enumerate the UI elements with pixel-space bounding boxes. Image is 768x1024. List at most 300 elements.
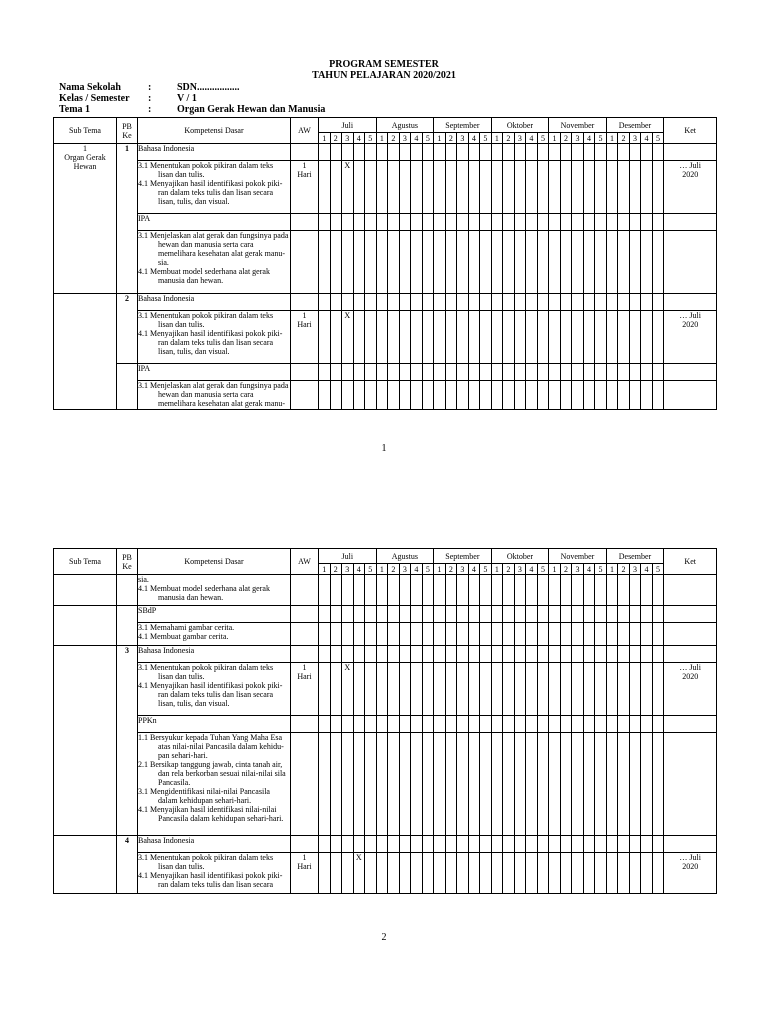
week-number: 5 <box>422 133 434 144</box>
ket-cell <box>664 836 717 853</box>
schedule-cell <box>618 214 630 231</box>
schedule-cell <box>514 311 526 364</box>
table-row <box>54 575 717 606</box>
schedule-cell <box>422 623 434 646</box>
schedule-cell <box>365 381 377 410</box>
info-value: V / 1 <box>177 93 197 104</box>
schedule-cell <box>422 853 434 894</box>
schedule-cell <box>330 733 342 836</box>
schedule-cell <box>549 575 561 606</box>
col-ket-header: Ket <box>664 549 717 575</box>
schedule-cell <box>434 214 446 231</box>
schedule-cell <box>549 294 561 311</box>
schedule-cell <box>411 623 423 646</box>
schedule-cell <box>468 214 480 231</box>
schedule-cell <box>595 161 607 214</box>
schedule-cell <box>595 733 607 836</box>
schedule-cell <box>503 161 515 214</box>
schedule-cell <box>606 294 618 311</box>
schedule-cell <box>629 836 641 853</box>
schedule-cell <box>618 231 630 294</box>
kd-item: 1.1 Bersyukur kepada Tuhan Yang Maha Esa atas nilai-nilai Pancasila dalam kehidu-pan sehari-hari. <box>138 733 284 760</box>
week-number: 3 <box>457 133 469 144</box>
schedule-cell <box>342 853 354 894</box>
schedule-mark: X <box>342 663 354 716</box>
schedule-cell <box>560 364 572 381</box>
table-row <box>54 623 717 646</box>
schedule-cell <box>365 663 377 716</box>
schedule-cell <box>457 623 469 646</box>
schedule-cell <box>618 311 630 364</box>
week-number: 3 <box>399 133 411 144</box>
schedule-cell <box>514 231 526 294</box>
schedule-cell <box>572 575 584 606</box>
schedule-cell <box>457 364 469 381</box>
schedule-cell <box>330 214 342 231</box>
schedule-cell <box>342 646 354 663</box>
schedule-cell <box>411 161 423 214</box>
schedule-cell <box>376 663 388 716</box>
schedule-cell <box>629 623 641 646</box>
week-number: 4 <box>353 564 365 575</box>
schedule-cell <box>399 663 411 716</box>
schedule-cell <box>457 294 469 311</box>
schedule-cell <box>434 161 446 214</box>
schedule-cell <box>641 575 653 606</box>
schedule-cell <box>388 853 400 894</box>
col-pb-header: PB Ke <box>117 118 138 144</box>
schedule-cell <box>365 606 377 623</box>
schedule-cell <box>319 364 331 381</box>
info-value: SDN................. <box>177 82 240 93</box>
schedule-cell <box>376 646 388 663</box>
schedule-cell <box>365 144 377 161</box>
ket-cell <box>664 144 717 161</box>
schedule-cell <box>618 663 630 716</box>
schedule-cell <box>595 606 607 623</box>
schedule-cell <box>503 606 515 623</box>
schedule-cell <box>434 311 446 364</box>
schedule-cell <box>549 606 561 623</box>
schedule-cell <box>411 364 423 381</box>
schedule-cell <box>606 311 618 364</box>
schedule-cell <box>468 575 480 606</box>
week-number: 4 <box>641 133 653 144</box>
ket-cell <box>664 716 717 733</box>
schedule-cell <box>549 716 561 733</box>
schedule-cell <box>560 733 572 836</box>
schedule-cell <box>595 716 607 733</box>
schedule-cell <box>549 231 561 294</box>
schedule-cell <box>583 836 595 853</box>
week-number: 3 <box>342 564 354 575</box>
schedule-cell <box>319 623 331 646</box>
schedule-cell <box>457 214 469 231</box>
schedule-cell <box>353 214 365 231</box>
aw-cell: 1 Hari <box>291 161 319 214</box>
schedule-cell <box>641 623 653 646</box>
schedule-cell <box>353 575 365 606</box>
schedule-cell <box>491 623 503 646</box>
schedule-cell <box>434 231 446 294</box>
schedule-cell <box>618 716 630 733</box>
schedule-cell <box>330 623 342 646</box>
schedule-cell <box>572 716 584 733</box>
kd-cell <box>138 575 291 606</box>
schedule-cell <box>353 733 365 836</box>
schedule-cell <box>560 144 572 161</box>
schedule-cell <box>595 231 607 294</box>
week-number: 5 <box>595 564 607 575</box>
schedule-cell <box>583 623 595 646</box>
kd-item: 4.1 Menyajikan hasil identifikasi pokok piki-ran dalam teks tulis dan lisan secara <box>138 871 283 889</box>
schedule-cell <box>560 606 572 623</box>
schedule-cell <box>376 364 388 381</box>
schedule-cell <box>549 646 561 663</box>
schedule-cell <box>549 311 561 364</box>
schedule-cell <box>399 646 411 663</box>
schedule-cell <box>514 716 526 733</box>
schedule-cell <box>480 381 492 410</box>
week-number: 1 <box>549 564 561 575</box>
schedule-cell <box>641 294 653 311</box>
schedule-cell <box>641 606 653 623</box>
aw-cell <box>291 381 319 410</box>
kd-cell <box>138 311 291 364</box>
schedule-cell <box>319 214 331 231</box>
schedule-cell <box>503 853 515 894</box>
schedule-cell <box>468 623 480 646</box>
schedule-cell <box>491 716 503 733</box>
schedule-cell <box>537 161 549 214</box>
schedule-cell <box>399 836 411 853</box>
aw-cell: 1 Hari <box>291 663 319 716</box>
schedule-cell <box>330 646 342 663</box>
week-number: 1 <box>319 133 331 144</box>
col-aw-header: AW <box>291 118 319 144</box>
schedule-cell <box>319 311 331 364</box>
doc-title: PROGRAM SEMESTER <box>329 59 439 70</box>
subject-label: Bahasa Indonesia <box>138 836 291 853</box>
schedule-cell <box>480 311 492 364</box>
ket-cell <box>664 294 717 311</box>
month-header: Desember <box>606 549 664 564</box>
kd-item: 4.1 Menyajikan hasil identifikasi pokok piki-ran dalam teks tulis dan lisan secara lisan, tulis, dan visual. <box>138 179 283 206</box>
schedule-cell <box>399 161 411 214</box>
schedule-cell <box>652 836 664 853</box>
schedule-cell <box>572 733 584 836</box>
kd-cell <box>138 623 291 646</box>
schedule-cell <box>399 381 411 410</box>
pb-number: 3 <box>117 646 138 836</box>
week-number: 2 <box>445 133 457 144</box>
schedule-cell <box>319 161 331 214</box>
pb-cell <box>117 606 138 646</box>
schedule-cell <box>503 231 515 294</box>
schedule-cell <box>606 606 618 623</box>
schedule-cell <box>353 716 365 733</box>
week-number: 5 <box>537 133 549 144</box>
aw-cell <box>291 836 319 853</box>
ket-cell: … Juli 2020 <box>664 161 717 214</box>
schedule-cell <box>434 733 446 836</box>
week-number: 3 <box>399 564 411 575</box>
schedule-cell <box>399 623 411 646</box>
schedule-cell <box>641 144 653 161</box>
subtema-cell <box>54 575 117 606</box>
schedule-cell <box>537 853 549 894</box>
schedule-cell <box>652 663 664 716</box>
schedule-cell <box>422 836 434 853</box>
kd-item: sia. <box>138 575 149 584</box>
schedule-cell <box>319 231 331 294</box>
aw-cell <box>291 716 319 733</box>
schedule-cell <box>319 716 331 733</box>
page-number: 2 <box>381 932 387 943</box>
schedule-cell <box>537 311 549 364</box>
kd-item: 3.1 Menjelaskan alat gerak dan fungsinya pada hewan dan manusia serta cara memelihara kesehatan alat gerak manu- <box>138 381 289 408</box>
pb-cell <box>117 364 138 410</box>
schedule-cell <box>652 214 664 231</box>
schedule-cell <box>376 161 388 214</box>
schedule-cell <box>537 623 549 646</box>
schedule-cell <box>376 294 388 311</box>
schedule-cell <box>422 663 434 716</box>
schedule-cell <box>399 853 411 894</box>
kd-item: 3.1 Menentukan pokok pikiran dalam teks lisan dan tulis. <box>138 311 274 329</box>
kd-item: 3.1 Menjelaskan alat gerak dan fungsinya pada hewan dan manusia serta cara memelihara kesehatan alat gerak manu-sia. <box>138 231 289 267</box>
kd-item: 4.1 Membuat model sederhana alat gerak manusia dan hewan. <box>138 267 270 285</box>
schedule-cell <box>526 144 538 161</box>
month-header: Agustus <box>376 549 434 564</box>
schedule-cell <box>629 853 641 894</box>
week-number: 5 <box>365 133 377 144</box>
schedule-cell <box>641 836 653 853</box>
schedule-cell <box>549 663 561 716</box>
schedule-cell <box>376 606 388 623</box>
schedule-cell <box>422 231 434 294</box>
schedule-cell <box>526 575 538 606</box>
schedule-cell <box>411 606 423 623</box>
info-label: Kelas / Semester <box>59 93 130 104</box>
schedule-cell <box>480 716 492 733</box>
schedule-cell <box>388 606 400 623</box>
schedule-cell <box>537 606 549 623</box>
subject-label: Bahasa Indonesia <box>138 646 291 663</box>
kd-item: 3.1 Mengidentifikasi nilai-nilai Pancasila dalam kehidupan sehari-hari. <box>138 787 270 805</box>
schedule-cell <box>595 663 607 716</box>
schedule-cell <box>618 606 630 623</box>
schedule-cell <box>583 214 595 231</box>
table-row <box>54 733 717 836</box>
schedule-cell <box>365 836 377 853</box>
schedule-cell <box>514 575 526 606</box>
schedule-cell <box>330 663 342 716</box>
aw-cell <box>291 733 319 836</box>
ket-cell: … Juli 2020 <box>664 853 717 894</box>
schedule-cell <box>514 606 526 623</box>
schedule-cell <box>376 231 388 294</box>
week-number: 1 <box>376 133 388 144</box>
schedule-cell <box>583 575 595 606</box>
schedule-cell <box>503 144 515 161</box>
aw-cell <box>291 231 319 294</box>
schedule-cell <box>480 623 492 646</box>
week-number: 4 <box>583 564 595 575</box>
table-row <box>54 161 717 214</box>
schedule-cell <box>641 311 653 364</box>
schedule-cell <box>434 606 446 623</box>
schedule-cell <box>514 733 526 836</box>
schedule-cell <box>652 311 664 364</box>
kd-item: 4.1 Membuat gambar cerita. <box>138 632 229 641</box>
month-header: November <box>549 549 607 564</box>
schedule-cell <box>652 606 664 623</box>
schedule-cell <box>618 144 630 161</box>
schedule-cell <box>365 575 377 606</box>
schedule-cell <box>560 161 572 214</box>
schedule-cell <box>330 311 342 364</box>
schedule-cell <box>457 733 469 836</box>
schedule-cell <box>514 646 526 663</box>
schedule-cell <box>491 663 503 716</box>
schedule-cell <box>491 161 503 214</box>
schedule-cell <box>457 231 469 294</box>
schedule-cell <box>434 646 446 663</box>
schedule-cell <box>434 853 446 894</box>
schedule-cell <box>526 231 538 294</box>
ket-cell: … Juli 2020 <box>664 311 717 364</box>
schedule-cell <box>560 853 572 894</box>
schedule-cell <box>526 716 538 733</box>
schedule-cell <box>629 214 641 231</box>
aw-cell <box>291 623 319 646</box>
schedule-cell <box>560 311 572 364</box>
schedule-cell <box>445 623 457 646</box>
schedule-cell <box>629 733 641 836</box>
schedule-cell <box>353 836 365 853</box>
week-number: 2 <box>388 133 400 144</box>
schedule-cell <box>491 294 503 311</box>
schedule-cell <box>583 161 595 214</box>
schedule-cell <box>618 853 630 894</box>
schedule-cell <box>319 294 331 311</box>
aw-cell <box>291 646 319 663</box>
schedule-cell <box>445 575 457 606</box>
schedule-cell <box>491 381 503 410</box>
col-kd-header: Kompetensi Dasar <box>138 549 291 575</box>
schedule-cell <box>652 853 664 894</box>
schedule-cell <box>480 836 492 853</box>
schedule-cell <box>503 311 515 364</box>
schedule-cell <box>330 294 342 311</box>
schedule-cell <box>480 294 492 311</box>
schedule-cell <box>572 606 584 623</box>
schedule-cell <box>526 606 538 623</box>
schedule-cell <box>365 716 377 733</box>
schedule-cell <box>514 214 526 231</box>
schedule-cell <box>629 311 641 364</box>
schedule-cell <box>618 294 630 311</box>
schedule-cell <box>503 294 515 311</box>
schedule-cell <box>342 733 354 836</box>
week-number: 3 <box>629 133 641 144</box>
info-label: Tema 1 <box>59 104 91 115</box>
schedule-cell <box>514 144 526 161</box>
kd-item: 3.1 Menentukan pokok pikiran dalam teks lisan dan tulis. <box>138 663 274 681</box>
schedule-cell <box>572 623 584 646</box>
schedule-cell <box>491 214 503 231</box>
week-number: 4 <box>526 564 538 575</box>
schedule-cell <box>629 646 641 663</box>
schedule-cell <box>353 231 365 294</box>
schedule-cell <box>365 364 377 381</box>
week-number: 5 <box>365 564 377 575</box>
schedule-cell <box>330 716 342 733</box>
schedule-cell <box>629 294 641 311</box>
schedule-cell <box>572 381 584 410</box>
week-number: 3 <box>514 133 526 144</box>
table-row <box>54 144 717 161</box>
schedule-cell <box>583 311 595 364</box>
schedule-cell <box>422 364 434 381</box>
schedule-cell <box>583 716 595 733</box>
kd-item: 4.1 Membuat model sederhana alat gerak manusia dan hewan. <box>138 584 270 602</box>
schedule-cell <box>319 733 331 836</box>
table-row <box>54 364 717 381</box>
schedule-cell <box>457 663 469 716</box>
schedule-cell <box>445 733 457 836</box>
schedule-cell <box>468 853 480 894</box>
week-number: 2 <box>445 564 457 575</box>
schedule-cell <box>422 381 434 410</box>
schedule-cell <box>641 733 653 836</box>
schedule-cell <box>411 381 423 410</box>
schedule-cell <box>434 364 446 381</box>
schedule-cell <box>560 214 572 231</box>
schedule-cell <box>411 231 423 294</box>
table-row <box>54 716 717 733</box>
schedule-cell <box>411 663 423 716</box>
schedule-cell <box>560 716 572 733</box>
schedule-cell <box>583 364 595 381</box>
week-number: 5 <box>595 133 607 144</box>
week-number: 4 <box>468 133 480 144</box>
schedule-cell <box>445 144 457 161</box>
aw-cell <box>291 294 319 311</box>
schedule-cell <box>606 161 618 214</box>
schedule-cell <box>353 623 365 646</box>
schedule-cell <box>457 606 469 623</box>
schedule-cell <box>583 231 595 294</box>
week-number: 4 <box>353 133 365 144</box>
schedule-cell <box>388 575 400 606</box>
schedule-cell <box>491 311 503 364</box>
schedule-cell <box>422 144 434 161</box>
schedule-mark: X <box>353 853 365 894</box>
schedule-cell <box>342 623 354 646</box>
pb-number: 1 <box>117 144 138 294</box>
schedule-cell <box>434 716 446 733</box>
col-subtema-header: Sub Tema <box>54 118 117 144</box>
schedule-cell <box>422 575 434 606</box>
schedule-cell <box>457 836 469 853</box>
schedule-cell <box>376 214 388 231</box>
schedule-cell <box>330 853 342 894</box>
schedule-cell <box>503 623 515 646</box>
schedule-cell <box>480 575 492 606</box>
week-number: 1 <box>606 564 618 575</box>
